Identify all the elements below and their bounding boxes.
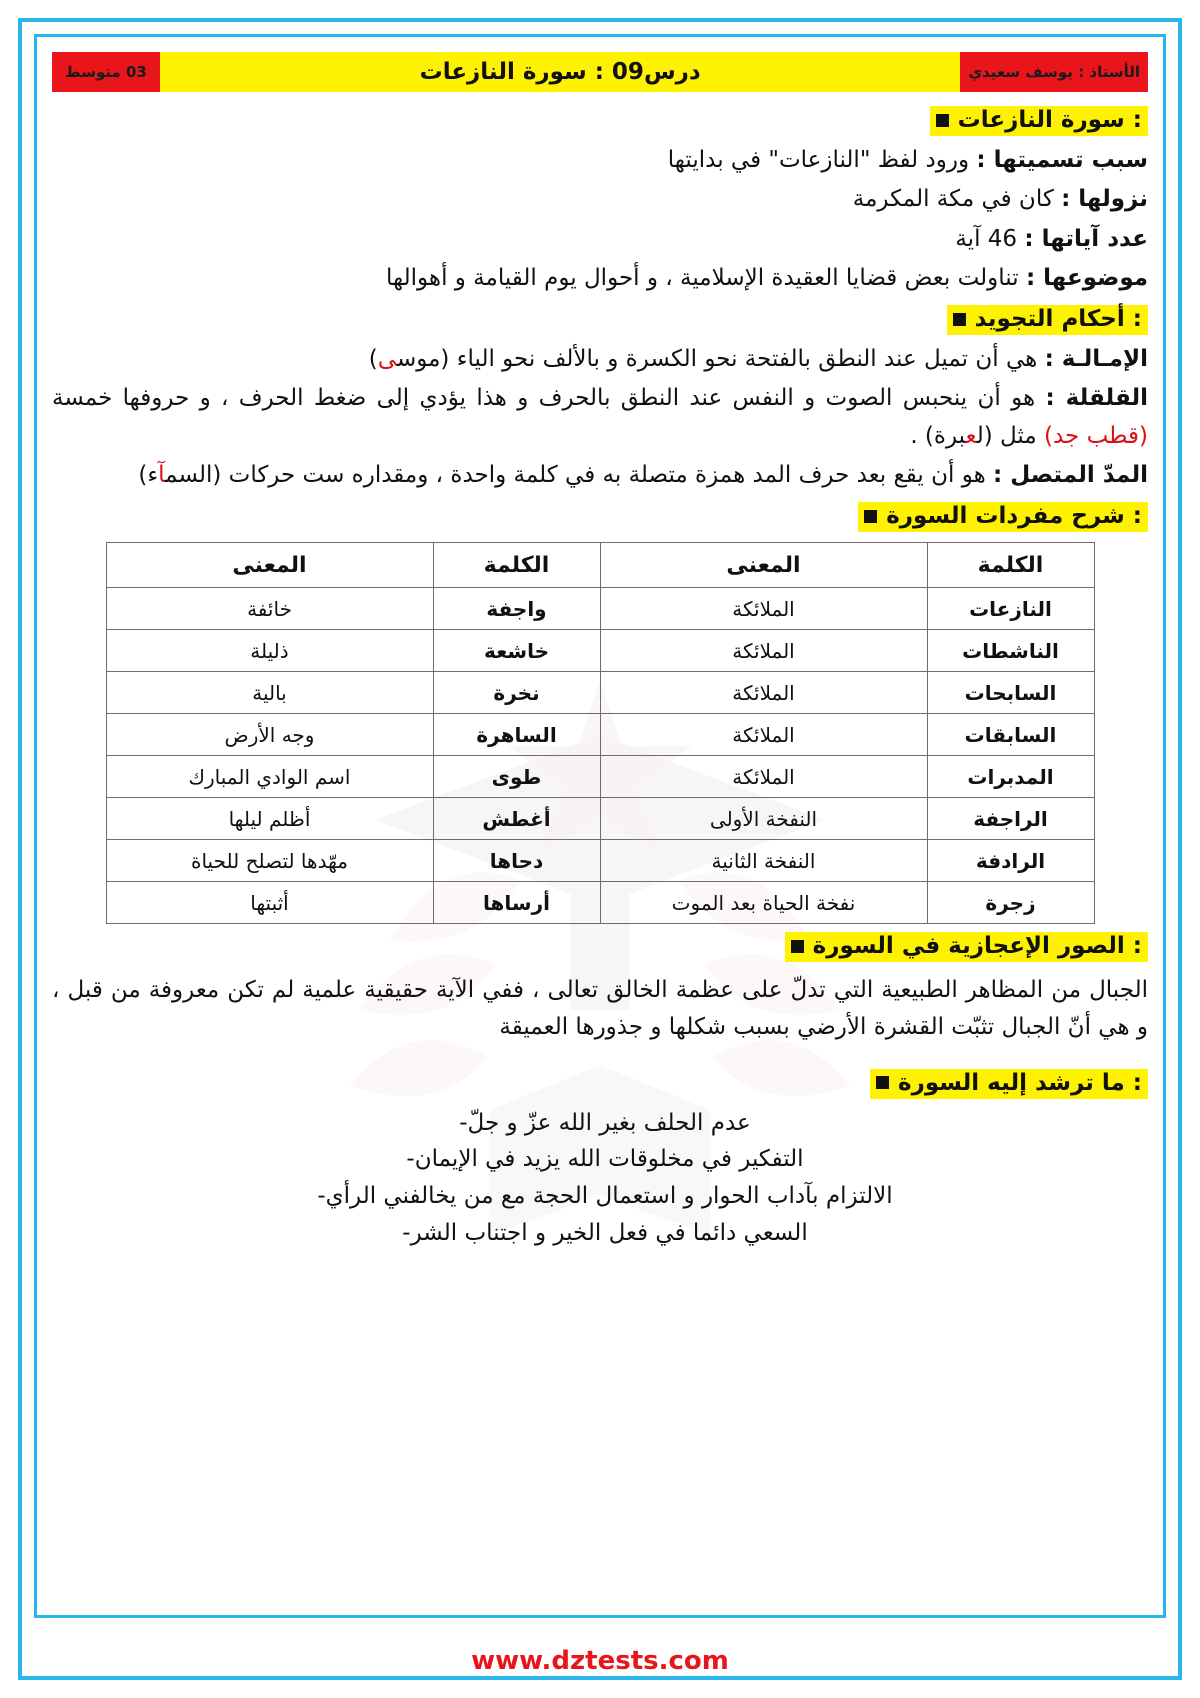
cell-word-left: دحاها [433,840,600,882]
cell-word-right: الرادفة [927,840,1094,882]
list-item [52,1141,1148,1178]
cell-word-right: السابحات [927,672,1094,714]
table-header-row [106,543,1094,588]
tajweed-imala-label: الإمـالـة : [1044,346,1148,372]
square-bullet-icon [791,940,804,953]
cell-word-left: أغطش [433,798,600,840]
cell-word-right: زجرة [927,882,1094,924]
cell-meaning-right: النفخة الأولى [600,798,927,840]
cell-meaning-left: بالية [106,672,433,714]
surah-subject-value: تناولت بعض قضايا العقيدة الإسلامية ، و أحوال يوم القيامة و أهوالها [386,264,1019,291]
cell-meaning-right: الملائكة [600,588,927,630]
section-heading-miracles-row [52,932,1148,962]
lesson-title: درس09 : سورة النازعات [160,52,960,92]
section-heading-guidance [870,1069,1148,1099]
cell-word-left: الساهرة [433,714,600,756]
tajweed-madd-line [52,457,1148,494]
cell-word-right: الناشطات [927,630,1094,672]
cell-word-left: واجفة [433,588,600,630]
cell-meaning-right: الملائكة [600,756,927,798]
list-item-label: عدم الحلف بغير الله عزّ و جلّ [467,1109,751,1136]
tajweed-qalqala-text-2: مثل (ل [976,422,1044,449]
surah-verses-value: 46 آية [955,225,1018,252]
header-word-right: الكلمة [927,543,1094,588]
cell-meaning-left: اسم الوادي المبارك [106,756,433,798]
surah-verses-line [52,221,1148,258]
cell-word-left: نخرة [433,672,600,714]
table-row [106,840,1094,882]
cell-word-right: الراجفة [927,798,1094,840]
dash-bullet-icon: - [406,1146,415,1173]
section-heading-vocab-row [52,502,1148,532]
surah-revelation-value: كان في مكة المكرمة [852,186,1054,213]
cell-meaning-left: مهّدها لتصلح للحياة [106,840,433,882]
cell-meaning-right: نفخة الحياة بعد الموت [600,882,927,924]
cell-meaning-right: الملائكة [600,714,927,756]
table-row [106,882,1094,924]
cell-word-right: السابقات [927,714,1094,756]
tajweed-qalqala-letters: (قطب جد) [1044,422,1148,449]
cell-word-left: أرساها [433,882,600,924]
tajweed-qalqala-text-1: هو أن ينحبس الصوت و النفس عند النطق بالحرف و هذا يؤدي إلى ضغط الحرف ، و حروفها خمسة [52,385,1036,412]
surah-naming-label: سبب تسميتها : [976,147,1148,173]
cell-meaning-left: أثبتها [106,882,433,924]
table-row [106,630,1094,672]
table-row [106,756,1094,798]
cell-meaning-right: الملائكة [600,630,927,672]
tajweed-madd-text-1: هو أن يقع بعد حرف المد همزة متصلة به في كلمة واحدة ، ومقداره ست حركات (السم [165,461,986,488]
document-content [52,52,1148,1252]
cell-meaning-right: النفخة الثانية [600,840,927,882]
surah-revelation-line [52,181,1148,218]
section-heading-miracles [785,932,1148,962]
tajweed-madd-label: المدّ المتصل : [993,461,1148,488]
section-heading-surah-row [52,106,1148,136]
dash-bullet-icon: - [459,1109,468,1136]
square-bullet-icon [936,114,949,127]
list-item [52,1178,1148,1215]
tajweed-qalqala-example-highlight: ع [965,422,977,449]
cell-meaning-left: أظلم ليلها [106,798,433,840]
section-heading-vocab [858,502,1148,532]
section-heading-vocab-label: شرح مفردات السورة : [886,503,1142,529]
surah-naming-value: ورود لفظ "النازعات" في بدايتها [667,147,970,173]
section-heading-tajweed-label: أحكام التجويد : [974,306,1142,332]
dash-bullet-icon: - [317,1183,326,1210]
table-row [106,714,1094,756]
tajweed-madd-text-2: ء) [138,461,159,488]
cell-meaning-left: ذليلة [106,630,433,672]
vocabulary-table [106,542,1095,924]
section-heading-surah-label: سورة النازعات : [957,107,1142,133]
surah-verses-label: عدد آياتها : [1024,225,1148,252]
surah-subject-line [52,260,1148,297]
cell-word-left: طوى [433,756,600,798]
cell-word-right: المدبرات [927,756,1094,798]
section-heading-guidance-label: ما ترشد إليه السورة : [898,1069,1142,1096]
section-heading-tajweed-row [52,305,1148,335]
surah-naming-line [52,142,1148,179]
cell-meaning-right: الملائكة [600,672,927,714]
tajweed-qalqala-label: القلقلة : [1045,385,1149,412]
miracles-paragraph: الجبال من المظاهر الطبيعية التي تدلّ على عظمة الخالق تعالى ، ففي الآية حقيقية علمية لم تكن معروفة من قبل ، و هي أنّ الجبال تثبّت القشرة الأرضي بسبب شكلها و جذورها العميقة [52,977,1148,1041]
square-bullet-icon [864,510,877,523]
square-bullet-icon [876,1076,889,1089]
list-item-label: الالتزام بآداب الحوار و استعمال الحجة مع من يخالفني الرأي [325,1183,893,1210]
tajweed-imala-highlight: ى [377,346,397,372]
cell-word-left: خاشعة [433,630,600,672]
list-item-label: التفكير في مخلوقات الله يزيد في الإيمان [414,1146,804,1173]
tajweed-madd-highlight: آ [158,461,166,488]
surah-subject-label: موضوعها : [1025,264,1148,291]
tajweed-qalqala-text-3: برة) . [910,422,966,449]
teacher-badge: الأستاذ : يوسف سعيدي [960,52,1148,92]
list-item [52,1215,1148,1252]
section-heading-surah [930,106,1148,136]
cell-meaning-left: خائفة [106,588,433,630]
tajweed-imala-line [52,341,1148,378]
tajweed-qalqala-line [52,380,1148,455]
table-row [106,672,1094,714]
cell-meaning-left: وجه الأرض [106,714,433,756]
document-header [52,52,1148,92]
table-row [106,588,1094,630]
guidance-list [52,1105,1148,1252]
table-row [106,798,1094,840]
surah-revelation-label: نزولها : [1061,186,1148,213]
tajweed-imala-text: هي أن تميل عند النطق بالفتحة نحو الكسرة و بالألف نحو الياء (موس [396,346,1038,372]
header-meaning-right: المعنى [600,543,927,588]
header-meaning-left: المعنى [106,543,433,588]
dash-bullet-icon: - [402,1219,411,1246]
list-item-label: السعي دائما في فعل الخير و اجتناب الشر [410,1219,808,1246]
section-heading-guidance-row [52,1069,1148,1099]
section-heading-tajweed [947,305,1148,335]
header-word-left: الكلمة [433,543,600,588]
tajweed-imala-tail: ) [368,346,378,372]
footer-url[interactable]: www.dztests.com [471,1646,729,1676]
section-heading-miracles-label: الصور الإعجازية في السورة : [812,933,1142,959]
cell-word-right: النازعات [927,588,1094,630]
grade-badge: 03 متوسط [52,52,160,92]
list-item [52,1105,1148,1142]
square-bullet-icon [953,313,966,326]
